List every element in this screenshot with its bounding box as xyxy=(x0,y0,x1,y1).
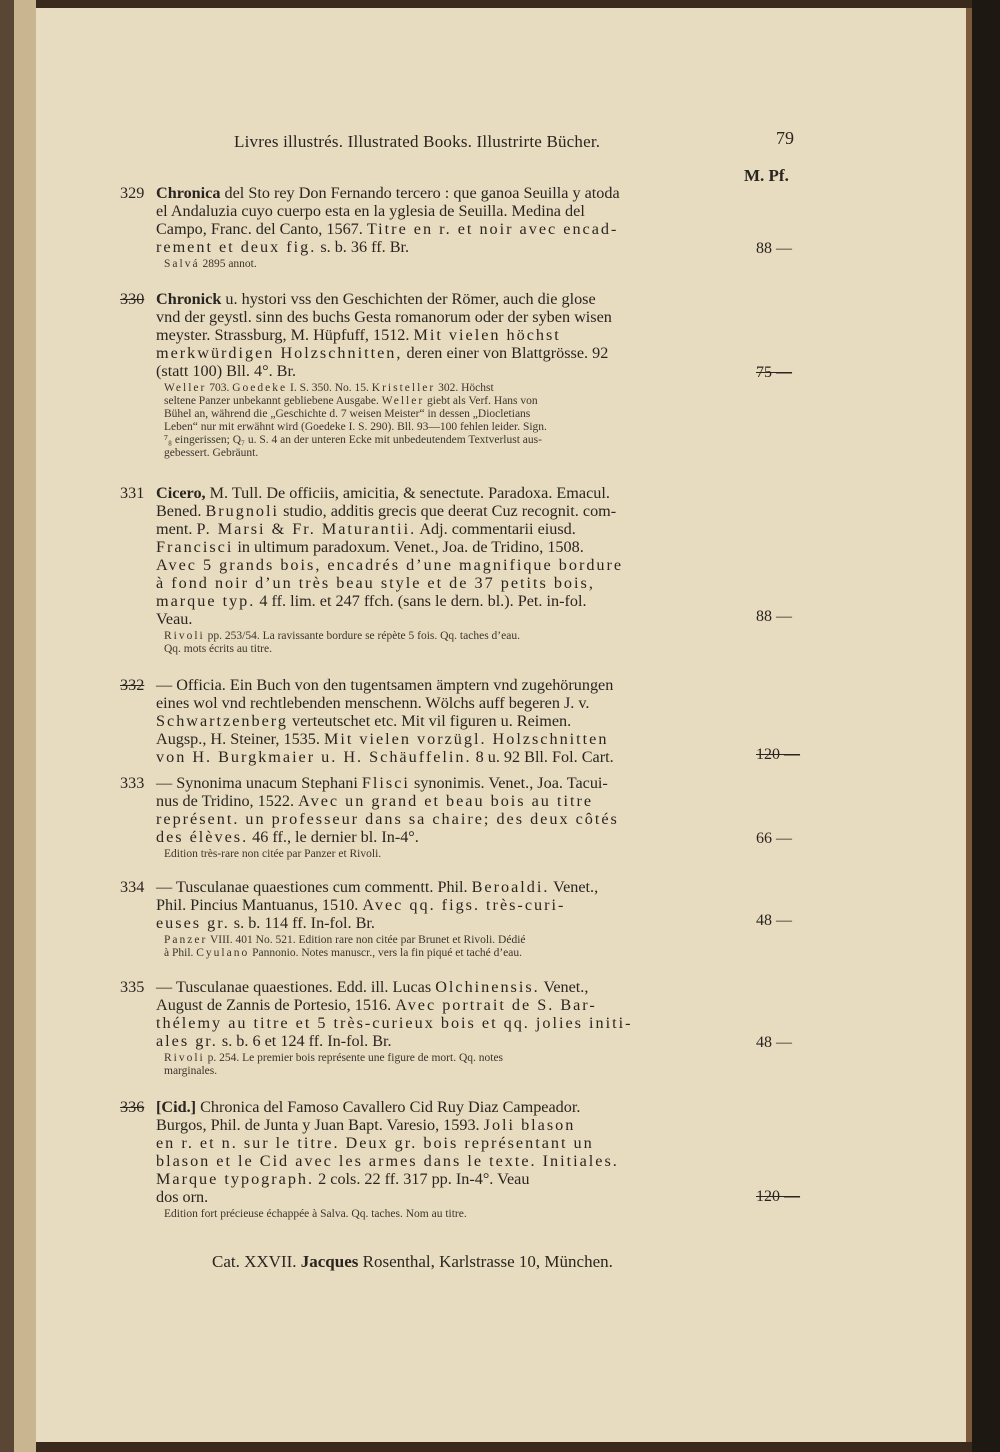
entry-note: Edition très-rare non citée par Panzer et Rivoli. xyxy=(164,848,382,860)
footer xyxy=(212,1252,613,1272)
entry-line: Bened. Brugnoli studio, additis grecis que deerat Cuz recognit. com- xyxy=(156,502,617,520)
book-spine xyxy=(0,0,14,1452)
entry-note: Edition fort précieuse échappée à Salva. Qq. taches. Nom au titre. xyxy=(164,1208,467,1220)
entry-line: [Cid.] Chronica del Famoso Cavallero Cid Ruy Diaz Campeador. xyxy=(156,1098,581,1116)
entry-number: 335 xyxy=(120,978,145,996)
entry-price: 66 — xyxy=(756,830,792,847)
entry-number: 330 xyxy=(120,290,145,308)
entry-line: euses gr. s. b. 114 ff. In-fol. Br. xyxy=(156,914,375,932)
catalog-entry xyxy=(120,484,740,656)
entry-line: meyster. Strassburg, M. Hüpfuff, 1512. Mit vielen höchst xyxy=(156,326,561,344)
entry-price: 120 — xyxy=(756,1188,800,1205)
entry-line: dos orn. xyxy=(156,1188,209,1206)
entry-line: vnd der geystl. sinn des buchs Gesta romanorum oder der syben wisen xyxy=(156,308,612,326)
entry-line: thélemy au titre et 5 très-curieux bois et qq. jolies initi- xyxy=(156,1014,633,1032)
entry-line: (statt 100) Bll. 4°. Br. xyxy=(156,362,297,380)
page-number: 79 xyxy=(776,128,794,148)
entry-line: ment. P. Marsi & Fr. Maturantii. Adj. commentarii eiusd. xyxy=(156,520,576,538)
entry-line: — Tusculanae quaestiones. Edd. ill. Lucas Olchinensis. Venet., xyxy=(156,978,589,996)
entry-price: 88 — xyxy=(756,240,792,257)
entry-line: représent. un professeur dans sa chaire; des deux côtés xyxy=(156,810,619,828)
entry-line: en r. et n. sur le titre. Deux gr. bois représentant un xyxy=(156,1134,594,1152)
footer-cat: Cat. XXVII. xyxy=(212,1252,297,1271)
running-title: Livres illustrés. Illustrated Books. Illustrirte Bücher. xyxy=(234,132,601,151)
entry-number: 329 xyxy=(120,184,145,202)
entry-number: 334 xyxy=(120,878,145,896)
entry-line: blason et le Cid avec les armes dans le texte. Initiales. xyxy=(156,1152,619,1170)
entry-line: Chronica del Sto rey Don Fernando tercero : que ganoa Seuilla y atoda xyxy=(156,184,620,202)
entry-line: des élèves. 46 ff., le dernier bl. In-4°. xyxy=(156,828,419,846)
entry-line: à fond noir d’un très beau style et de 37 petits bois, xyxy=(156,574,595,592)
currency-column-header: M. Pf. xyxy=(744,166,789,185)
catalog-entry xyxy=(120,878,740,960)
entry-line: — Synonima unacum Stephani Flisci synonimis. Venet., Joa. Tacui- xyxy=(156,774,608,792)
entry-line: Schwartzenberg verteutschet etc. Mit vil figuren u. Reimen. xyxy=(156,712,572,730)
catalog-entry xyxy=(120,290,740,460)
entry-price: 88 — xyxy=(756,608,792,625)
entry-note: Panzer VIII. 401 No. 521. Edition rare non citée par Brunet et Rivoli. Dédié à Phil. Cyulano Pannonio. Notes manuscr., vers la fin piqué et taché d’eau. xyxy=(164,934,526,959)
footer-name: Jacques xyxy=(300,1252,359,1271)
entry-line: nus de Tridino, 1522. Avec un grand et beau bois au titre xyxy=(156,792,594,810)
catalog-entry xyxy=(120,978,740,1078)
entry-price: 48 — xyxy=(756,1034,792,1051)
entry-line: Veau. xyxy=(156,610,193,628)
entry-price: 48 — xyxy=(756,912,792,929)
entry-number: 331 xyxy=(120,484,145,502)
footer-address: Rosenthal, Karlstrasse 10, München. xyxy=(362,1252,613,1271)
entry-price: 75 — xyxy=(756,364,792,381)
catalog-entry xyxy=(120,1098,740,1221)
entry-line: eines wol vnd rechtlebenden menschenn. Wölchs auff begeren J. v. xyxy=(156,694,590,712)
entry-line: Marque typograph. 2 cols. 22 ff. 317 pp. In-4°. Veau xyxy=(156,1170,530,1188)
entry-line: Augsp., H. Steiner, 1535. Mit vielen vorzügl. Holzschnitten xyxy=(156,730,609,748)
entry-line: August de Zannis de Portesio, 1516. Avec portrait de S. Bar- xyxy=(156,996,597,1014)
entry-line: marque typ. 4 ff. lim. et 247 ffch. (sans le dern. bl.). Pet. in-fol. xyxy=(156,592,587,610)
entry-line: Burgos, Phil. de Junta y Juan Bapt. Varesio, 1593. Joli blason xyxy=(156,1116,576,1134)
entry-line: merkwürdigen Holzschnitten, deren einer von Blattgrösse. 92 xyxy=(156,344,609,362)
entry-note: Salvá 2895 annot. xyxy=(164,258,257,270)
entry-line: — Officia. Ein Buch von den tugentsamen ämptern vnd zugehörungen xyxy=(156,676,614,694)
entry-line: el Andaluzia cuyo cuerpo esta en la yglesia de Seuilla. Medina del xyxy=(156,202,585,220)
entry-line: — Tusculanae quaestiones cum commentt. Phil. Beroaldi. Venet., xyxy=(156,878,599,896)
entry-note: Rivoli p. 254. Le premier bois représente une figure de mort. Qq. notes marginales. xyxy=(164,1052,504,1077)
book-edge xyxy=(972,0,1000,1452)
catalog-entry xyxy=(120,774,740,861)
entry-line: Campo, Franc. del Canto, 1567. Titre en r. et noir avec encad- xyxy=(156,220,619,238)
entry-line: ales gr. s. b. 6 et 124 ff. In-fol. Br. xyxy=(156,1032,392,1050)
entry-line: Chronick u. hystori vss den Geschichten der Römer, auch die glose xyxy=(156,290,596,308)
entry-line: Francisci in ultimum paradoxum. Venet., Joa. de Tridino, 1508. xyxy=(156,538,584,556)
entry-line: Avec 5 grands bois, encadrés d’une magnifique bordure xyxy=(156,556,624,574)
entry-line: rement et deux fig. s. b. 36 ff. Br. xyxy=(156,238,410,256)
entry-note: Rivoli pp. 253/54. La ravissante bordure se répète 5 fois. Qq. taches d’eau. Qq. mots écrits au titre. xyxy=(164,630,520,655)
entry-line: von H. Burgkmaier u. H. Schäuffelin. 8 u. 92 Bll. Fol. Cart. xyxy=(156,748,614,766)
entry-number: 336 xyxy=(120,1098,145,1116)
entry-line: Phil. Pincius Mantuanus, 1510. Avec qq. figs. très-curi- xyxy=(156,896,566,914)
entry-number: 333 xyxy=(120,774,145,792)
entry-number: 332 xyxy=(120,676,145,694)
catalog-entry xyxy=(120,184,740,271)
catalog-entry xyxy=(120,676,740,766)
entry-line: Cicero, M. Tull. De officiis, amicitia, & senectute. Paradoxa. Emacul. xyxy=(156,484,610,502)
facing-page-edge xyxy=(14,0,36,1452)
catalog-page xyxy=(36,8,972,1442)
entry-note: Weller 703. Goedeke I. S. 350. No. 15. Kristeller 302. Höchst seltene Panzer unbekannt gebliebene Ausgabe. Weller giebt als Verf. Hans von Bühel an, während die „Geschichte d. 7 weisen Meister“ in dessen „Diocletians Leben“ nur mit erwähnt wird (Goedeke I. S. 290). Bll. 93—100 fehlen leider. Sign. ⁷₈ eingerissen; Q₇ u. S. 4 an der unteren Ecke mit unbedeutendem Textverlust aus- gebessert. Gebräunt. xyxy=(164,382,547,459)
entry-price: 120 — xyxy=(756,746,800,763)
